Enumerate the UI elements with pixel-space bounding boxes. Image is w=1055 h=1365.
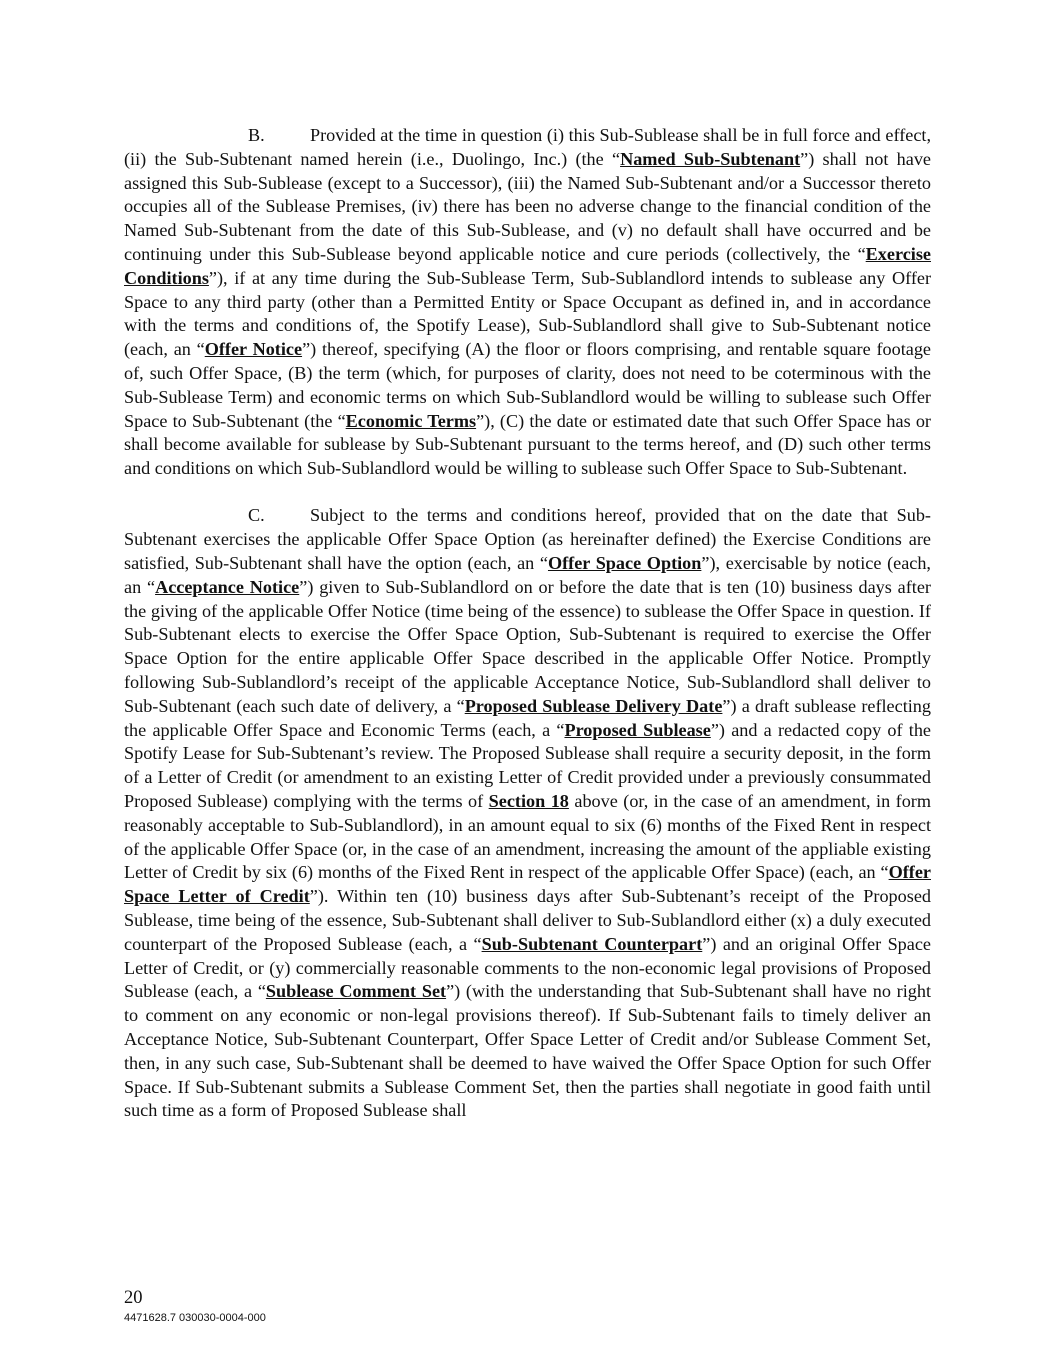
paragraph-b	[124, 124, 931, 481]
page-number: 20	[124, 1288, 143, 1308]
text-run: Provided at the time in question (i) this Sub-Sublease shall be in full force and effect, (ii) the Sub-Subtenant named herein (i.e., Duolingo, Inc.) (the “	[124, 125, 931, 169]
text-run: ”) and an original Offer Space Letter of Credit, or (y) commercially reasonable comments to the non-economic legal provisions of Proposed Sublease (each, a “	[124, 933, 931, 1002]
text-run: ”) and a redacted copy of the Spotify Lease for Sub-Subtenant’s review. The Proposed Sublease shall require a security deposit, in the form of a Letter of Credit (or amendment to an existing Letter of Credit provided under a previously consummated Proposed Sublease) complying with the terms of	[124, 719, 932, 812]
defined-term: Offer Space Letter of Credit	[124, 862, 931, 907]
defined-term: Economic Terms	[345, 410, 477, 431]
text-run: ”) shall not have assigned this Sub-Sublease (except to a Successor), (iii) the Named Sub-Subtenant and/or a Successor thereto occupies all of the Sublease Premises, (iv) there has been no adverse change to the financial condition of the Named Sub-Subtenant from the date of this Sub-Sublease, and (v) no default shall have occurred and be continuing under this Sub-Sublease beyond applicable notice and cure periods (collectively, the “	[124, 148, 931, 264]
paragraph-text	[124, 505, 931, 1120]
defined-term: Proposed Sublease Delivery Date	[464, 695, 723, 716]
defined-term: Named Sub-Subtenant	[620, 148, 801, 169]
text-run: ”), if at any time during the Sub-Sublease Term, Sub-Sublandlord intends to sublease any Offer Space to any third party (other than a Permitted Entity or Space Occupant as defined in, and in accordance with the terms and conditions of, the Spotify Lease), Sub-Sublandlord shall give to Sub-Subtenant notice (each, an “	[124, 267, 931, 360]
paragraph-label: B.	[248, 125, 265, 145]
defined-term: Sub-Subtenant Counterpart	[481, 933, 703, 954]
defined-term: Offer Notice	[204, 339, 303, 360]
paragraph-label: C.	[248, 505, 265, 526]
text-run: ”), (C) the date or estimated date that such Offer Space has or shall become available for sublease by Sub-Subtenant pursuant to the terms hereof, and (D) such other terms and conditions on which Sub-Sublandlord would be willing to sublease such Offer Space to Sub-Subtenant.	[124, 410, 931, 479]
document-body	[124, 124, 931, 1123]
document-id: 4471628.7 030030-0004-000	[124, 1312, 266, 1324]
paragraph-text	[124, 125, 931, 478]
defined-term: Section 18	[488, 791, 569, 812]
text-run: Subject to the terms and conditions hereof, provided that on the date that Sub-Subtenant exercises the applicable Offer Space Option (as hereinafter defined) the Exercise Conditions are satisfied, Sub-Subtenant shall have the option (each, an “	[124, 505, 931, 574]
text-run: ”) (with the understanding that Sub-Subtenant shall have no right to comment on any economic or non-legal provisions thereof). If Sub-Subtenant fails to timely deliver an Acceptance Notice, Sub-Subtenant Counterpart, Offer Space Letter of Credit and/or Sublease Comment Set, then, in any such case, Sub-Subtenant shall be deemed to have waived the Offer Space Option for such Offer Space. If Sub-Subtenant submits a Sublease Comment Set, then the parties shall negotiate in good faith until such time as a form of Proposed Sublease shall	[124, 981, 931, 1121]
text-run: ”). Within ten (10) business days after Sub-Subtenant’s receipt of the Proposed Sublease, time being of the essence, Sub-Subtenant shall deliver to Sub-Sublandlord either (x) a duly executed counterpart of the Proposed Sublease (each, a “	[124, 886, 931, 954]
text-run: ”) thereof, specifying (A) the floor or floors comprising, and rentable square footage of, such Offer Space, (B) the term (which, for purposes of clarity, does not need to be coterminous with the Sub-Sublease Term) and economic terms on which Sub-Sublandlord would be willing to sublease such Offer Space to Sub-Subtenant (the “	[124, 339, 931, 431]
text-run: ”), exercisable by notice (each, an “	[124, 553, 931, 597]
paragraph-c	[124, 504, 931, 1123]
text-run: ”) a draft sublease reflecting the applicable Offer Space and Economic Terms (each, a “	[124, 695, 931, 740]
text-run: ”) given to Sub-Sublandlord on or before the date that is ten (10) business days after the giving of the applicable Offer Notice (time being of the essence) to sublease the Offer Space in question. If Sub-Subtenant elects to exercise the Offer Space Option, Sub-Subtenant is required to exercise the Offer Space Option for the entire applicable Offer Space described in the applicable Offer Notice. Promptly following Sub-Sublandlord’s receipt of the applicable Acceptance Notice, Sub-Sublandlord shall deliver to Sub-Subtenant (each such date of delivery, a “	[124, 576, 931, 716]
defined-term: Offer Space Option	[547, 553, 702, 574]
defined-term: Sublease Comment Set	[265, 981, 447, 1002]
defined-term: Proposed Sublease	[564, 719, 711, 740]
defined-term: Exercise Conditions	[124, 243, 931, 288]
defined-term: Acceptance Notice	[155, 576, 300, 597]
text-run: above (or, in the case of an amendment, in form reasonably acceptable to Sub-Sublandlord), in an amount equal to six (6) months of the Fixed Rent in respect of the applicable Offer Space (or, in the case of an amendment, increasing the amount of the appliable existing Letter of Credit by six (6) months of the Fixed Rent in respect of the applicable Offer Space) (each, an “	[124, 791, 931, 883]
